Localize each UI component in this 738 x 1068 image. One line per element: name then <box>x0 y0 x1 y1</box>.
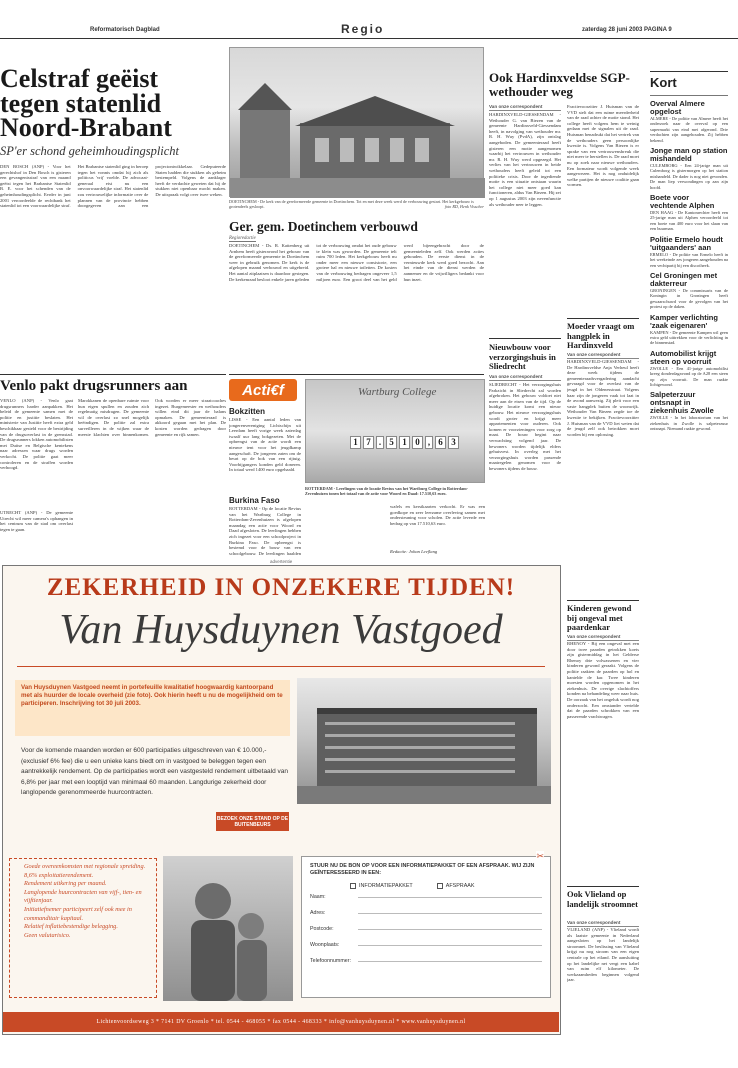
actief-logo <box>229 379 297 401</box>
kort-body: ALMERE - De politie van Almere heeft het onderzoek naar de overval op een supermarkt van eind mei afgerond. Drie verdachten zijn aangehouden. Zij hebben bekend. <box>650 116 728 143</box>
stand-button[interactable] <box>216 812 289 831</box>
divider <box>567 886 639 887</box>
lead-headline: Celstraf geëist tegen statenlid Noord-Brabant <box>0 64 172 142</box>
divider <box>567 318 639 319</box>
cheque-digit: . <box>376 436 384 449</box>
kinderen-byline: Van onze correspondent <box>567 634 639 641</box>
vlieland-headline: Ook Vlieland op landelijk stroomnet <box>567 889 638 909</box>
doetinchem-body: DOETINCHEM - Ds. R. Kattenberg uit Arnhem heeft gisteravond het gebouw van de gereformeerde gemeente in Doetinchem weer in gebruik genomen. De kerk is de afgelopen maand verbouwd en uitgebreid. Het aantal zitplaatsen is daardoor gestegen. De kerkenraad besloot enkele jaren geleden tot de verbouwing omdat het oude gebouw te klein was geworden. De gemeente telt ruim 700 leden. Het kerkgebouw heeft nu onder meer een nieuwe consistorie, een grotere hal en nieuwe toiletten. De kosten van de verbouwing bedragen ongeveer 1,5 miljoen euro. Een groot deel van het geld werd bijeengebracht door de gemeenteleden zelf. Ook werden acties gehouden. De eerste dienst in de vernieuwde kerk werd goed bezocht. Aan het einde van de dienst werden de aannemer en de vrijwilligers bedankt voor hun inzet. <box>229 243 484 282</box>
kinderen-headline: Kinderen gewond bij ongeval met paardenkar <box>567 603 632 632</box>
form-intro: STUUR NU DE BON OP VOOR EEN INFORMATIEPAKKET OF EEN AFSPRAAK. WIJ ZIJN GEÏNTERESSEERD IN EEN: <box>310 863 535 876</box>
moeder-body: HARDINXVELD-GIESSENDAM - De Hardinxveldse Anja Verheul heeft deze week tijdens de gemeenteraadsvergadering aandacht gevraagd voor de overlast van de jeugd in het Oldenesstraat. Volgens haar zijn de jongeren vaak tot laat in de avond aanwezig. Zij pleit voor een vaste hangplek buiten de woonwijk. Wethouder Van Biezen zegde toe de kwestie te bekijken. Fractievoorzitter J. Huisman van de VVD liet weten dat de jeugd zelf ook betrokken moet worden bij een oplossing. <box>567 359 639 437</box>
field-label: Naam: <box>310 894 326 900</box>
sliedrecht-headline: Nieuwbouw voor verzorgingshuis in Sliedrecht <box>489 342 556 371</box>
cheque-digit: 0 <box>412 436 423 449</box>
ad-bullet: Rendement uitkering per maand. <box>24 880 107 888</box>
kort-item <box>650 391 728 431</box>
ad-body: Voor de komende maanden worden er 600 participaties uitgeschreven van € 10.000,- (exclusief 6% fee) die u een unieke kans biedt om in vastgoed te beleggen tegen een aantrekkelijk rendement. Op de participaties wordt een vastgesteld rendement uitbetaald van 6,8% per jaar met een looptijd van minimaal 60 maanden. Langdurige zekerheid door langlopende gerenommeerde huurcontracten. <box>21 747 289 796</box>
cheque-row <box>350 436 459 449</box>
checkbox-icon[interactable] <box>437 883 443 889</box>
church-illustration <box>230 48 485 198</box>
ad-brand-rule <box>17 666 545 667</box>
kort-heading: Boete voor vechtende Alphen <box>650 193 715 211</box>
option-afspraak[interactable] <box>437 883 475 889</box>
drugs-sub-body: UTRECHT (ANP) - De gemeente Utrecht wil meer camera's ophangen in het centrum van de stad om overlast tegen te gaan. <box>0 510 73 532</box>
header-date <box>582 27 672 33</box>
ad-bullet: 8,6% exploitatierendement. <box>24 871 94 879</box>
redactie: Redactie: Johan Leeflang <box>390 549 438 554</box>
cheque-digit: 3 <box>448 436 459 449</box>
kort-heading: Overval Almere opgelost <box>650 99 705 116</box>
scissors-icon: ✂ <box>536 851 544 861</box>
form-row-adres[interactable] <box>310 910 542 916</box>
cheque-digit: 7 <box>363 436 374 449</box>
divider <box>567 600 639 601</box>
field-label: Woonplaats: <box>310 942 340 948</box>
kort-title: Kort <box>650 75 677 90</box>
actief-logo-text: Acti€f <box>242 381 284 399</box>
burkina-body: ROTTERDAM - Op de locatie Revius van het Wartburg College in Rotterdam-Zevenhuizen is afgelopen maandag een actie voor Woord en Daad afgesloten. De leerlingen hebben zich ingezet voor een schoolproject in Burkina Faso. De opbrengst is bestemd voor de bouw van een schoolgebouw. De leerlingen haalden <box>229 506 301 556</box>
page-label: PAGINA <box>644 27 667 33</box>
school-photo <box>305 379 485 483</box>
field-label: Postcode: <box>310 926 334 932</box>
cheque-digit: , <box>425 436 433 449</box>
form-row-postcode[interactable] <box>310 926 542 932</box>
form-options <box>350 883 542 889</box>
bokzitten-heading: Bokzitten <box>229 407 265 416</box>
burkina-heading: Burkina Faso <box>229 496 280 505</box>
form-row-telefoon[interactable] <box>310 958 542 964</box>
sliedrecht-body: SLIEDRECHT - Het verzorgingshuis Parkzicht in Sliedrecht zal worden afgebroken. Het gebouw voldoet niet meer aan de eisen van de tijd. Op de huidige locatie komt een nieuw gebouw. Het nieuwe verzorgingshuis wordt groter en krijgt meer appartementen voor ouderen. Ook komen er voorzieningen voor zorg op maat. De bouw begint naar verwachting volgend jaar. De bewoners worden tijdelijk elders gehuisvest. In overleg met het verzorgingshuis worden passende maatregelen genomen voor de bewoners tijdens de bouw. <box>489 382 561 471</box>
moeder-byline: Van onze correspondent <box>567 352 639 359</box>
church-photo <box>229 47 484 197</box>
family-illustration <box>163 856 293 1001</box>
kort-item <box>650 236 728 268</box>
ad-bullet: Relatief inflatiebestendige belegging. <box>24 923 118 931</box>
kort-heading: Kamper verlichting 'zaak eigenaren' <box>650 312 718 330</box>
banner: Wartburg College <box>358 386 437 398</box>
lead-subhead: SP'er schond geheimhoudingsplicht <box>0 144 180 158</box>
kort-body: KAMPEN - De gemeente Kampen wil geen extra geld uittrekken voor de verlichting in de binnenstad. <box>650 329 728 346</box>
cheque-digit: 1 <box>350 436 361 449</box>
vlieland-byline: Van onze correspondent <box>567 920 639 927</box>
ad-footer-text: Lichtenvoordseweg 3 * 7141 DV Groenlo * tel. 0544 - 468055 * fax 0544 - 468333 * info@vanhuysduynen.nl * www.vanhuysduynen.nl <box>96 1019 466 1025</box>
kort-item <box>650 194 728 232</box>
office-illustration <box>297 678 551 804</box>
option-label: AFSPRAAK <box>445 883 475 889</box>
option-label: INFORMATIEPAKKET <box>359 883 413 889</box>
ad-intro-box <box>15 680 290 736</box>
newspaper-name: Reformatorisch Dagblad <box>90 27 160 33</box>
kort-heading: Automobilist krijgt steen op voorruit <box>650 348 717 366</box>
drugs-body-2: Marokkanen de openbare ruimte voor hun eigen spullen en zouden zich regelmatig misdragen. De gemeente wil de overlast zo snel mogelijk beëindigen. De politie zal extra surveilleren in de wijken waar de meeste klachten over binnenkomen. Ook worden er meer straatcoaches ingezet. Burgemeester en wethouders willen eind dit jaar de balans opmaken. De gemeenteraad is akkoord gegaan met het plan. De kosten worden gedragen door gemeente en rijk samen. <box>78 398 226 437</box>
kort-column <box>650 71 728 1035</box>
option-infopakket[interactable] <box>350 883 413 889</box>
kort-body: DEN HAAG - De Kantonrechter heeft een 25-jarige man uit Alphen veroordeeld tot een boete van 400 euro voor het slaan van een buurman. <box>650 210 728 232</box>
drugs-body: VENLO (ANP) - Venlo gaat drugsrunners harder aanpakken. Het beleid de gemeente samen met de politie en justitie beslaten. Het ministerie van Justitie heeft extra geld beschikbaar gesteld voor de bestrijding van de drugsoverlast in de grensstad. De drugsrunners lokken automobilisten met Duitse en Belgische kentekens naar adressen waar drugs worden verkocht. De politie gaat meer controleren en de straffen worden verhoogd. <box>0 398 73 471</box>
ad-form <box>301 851 551 998</box>
ad-bullet: Goede overeenkomsten met regionale spreiding. <box>24 863 146 870</box>
stand-label: BEZOEK ONZE STAND OP DE BUITENBEURS <box>216 815 289 828</box>
cheque-digit: 6 <box>435 436 446 449</box>
advertisement-label: advertentie <box>270 559 293 564</box>
doetinchem-headline: Ger. gem. Doetinchem verbouwd <box>229 219 418 234</box>
page-number: 9 <box>668 27 672 33</box>
drugs-headline: Venlo pakt drugsrunners aan <box>0 378 188 394</box>
kort-body: CULEMBORG - Een 24-jarige man uit Culemborg is gistermorgen op het station mishandeld. De dader is nog niet gevonden. De man liep verwondingen op aan zijn hoofd. <box>650 163 728 190</box>
ad-bullets <box>9 858 157 998</box>
kort-heading: Politie Ermelo houdt 'uitgaanders' aan <box>650 234 723 252</box>
kort-body: ERMELO - De politie van Ermelo heeft in het weekeinde zes jongeren aangehouden na een vechtpartij bij een discotheek. <box>650 251 728 268</box>
field-label: Adres: <box>310 910 326 916</box>
kort-item <box>650 314 728 346</box>
kort-body: GRONINGEN - De commissaris van de Koningin in Groningen heeft gewaarschuwd voor de gevolgen van het protest op de daken. <box>650 287 728 310</box>
bokzitten-body: LISSE - Een aantal leden van jongerenvereniging Lichtschijn uit Leerdam heeft vorige week zaterdag twaalf uur lang bokgezeten. Met de opbrengst van de actie wordt een nieuwe tent voor het jeugdkamp aangeschaft. De jongeren zaten om de beurt op de bok van een rijtuig. Voorbijgangers konden geld doneren. In totaal werd 1400 euro opgehaald. <box>229 417 301 473</box>
field-line[interactable] <box>358 929 542 930</box>
ad-footer <box>3 1012 559 1032</box>
field-line[interactable] <box>358 961 542 962</box>
photo2-caption: ROTTERDAM - Leerlingen van de locatie Revius van het Wartburg College in Rotterdam-Zevenhuizen tonen het totaal van de actie voor Woord en Daad: 17.510,63 euro. <box>305 486 468 496</box>
ad-bullet: Initiatiefnemer participeert zelf ook mee in commanditair kapitaal. <box>24 905 132 922</box>
ad-intro: Van Huysduynen Vastgoed neemt in portefeuille kwalitatief hoogwaardig kantoorpand met als huurder de locale overheid (zie foto). Ook hierin heeft u nu de mogelijkheid om te participeren. Inschrijving tot 30 juli 2003. <box>21 684 283 707</box>
ad-brand: Van Huysduynen Vastgoed <box>59 607 503 653</box>
field-line[interactable] <box>358 945 542 946</box>
kort-title-box <box>650 71 728 96</box>
kort-body: ZWOLLE - Een 41-jarige automobilist kreeg donderdagavond op de A28 een steen op zijn voorruit. De man raakte lichtgewond. <box>650 365 728 387</box>
divider <box>0 374 226 375</box>
kort-item <box>650 272 728 310</box>
kinderen-body: RHENOY - Bij een ongeval met een door twee paarden getrokken koets zijn gistermiddag in het Gelderse Rhenoy drie volwassenen en vier kinderen gewond geraakt. Volgens de politie raakten de paarden op hol en kantelde de kar. Twee kinderen moesten worden opgenomen in het ziekenhuis. De overige slachtoffers konden na behandeling weer naar huis. De oorzaak van het ongeluk wordt nog onderzocht. Een omstander vertelde dat de paarden schrokken van een passerende vrachtwagen. <box>567 641 639 719</box>
field-line[interactable] <box>358 897 542 898</box>
lead-body: DEN BOSCH (ANP) - Voor het gerechtshof in Den Bosch is gisteren een gevangenisstraf van een maand geëist tegen het Brabantse Statenlid B. E. voor het schenden van de geheimhoudingsplicht. Eerder in juni 2001 veroordeelde de rechtbank het statenlid tot een voorwaardelijke straf. Het Brabantse statenlid ging in beroep tegen het vonnis omdat hij zich als politicus 'vrij' voelde. De advocaat-generaal eist nu een onvoorwaardelijke straf. Het statenlid zou vertrouwelijke informatie over de plannen van de provincie hebben doorgegeven aan een projectontwikkelaar. Gedeputeerde Staten hadden die stukken als geheim bestempeld. Volgens de aanklager heeft de verdachte geweten dat hij de stukken niet openbaar mocht maken. De uitspraak volgt over twee weken. <box>0 164 226 209</box>
page-header <box>0 0 738 38</box>
kort-item <box>650 100 728 143</box>
field-line[interactable] <box>358 913 542 914</box>
divider <box>489 338 561 339</box>
kort-item <box>650 350 728 388</box>
date-text: zaterdag 28 juni 2003 <box>582 27 643 33</box>
ad-bullet: Langlopende huurcontracten van vijf-, tien- en vijftienjaar. <box>24 888 142 905</box>
kort-item <box>650 147 728 190</box>
section-title: Regio <box>341 22 385 36</box>
photo-credit: foto RD, Henk Visscher <box>444 204 484 209</box>
sliedrecht-byline: Van onze correspondent <box>489 374 561 381</box>
hardinxveld-byline: Van onze correspondent <box>489 104 561 111</box>
hardinxveld-body: HARDINXVELD-GIESSENDAM - Wethouder G. van Biezen van de gemeente Hardinxveld-Giessendam heeft, in navolging van wethouder mr. R. H. Wuy (PvdA), zijn ontslag aangeboden. De gemeenteraad heeft gisteren een motie aangenomen waarbij het vertrouwen in wethouder mr. R. H. Wuy werd opgezegd. Het verlies van het vertrouwen in beide wethouders heeft geleid tot een politieke crisis. Door de ingediende motie is een situatie ontstaan waarin het college niet meer goed kan functioneren, aldus Van Biezen. Hij zei op 1 augustus 2003 zijn nevenfunctie als wethouder neer te leggen. <box>489 112 561 207</box>
hardinxveld-body-2: Fractievoorzitter J. Huisman van de VVD stelt dat een ruime meerderheid van de raad achter de motie stond. Het college heeft volgens hem te weinig gedaan met de signalen uit de raad. Huisman benadrukt dat het vertrek van de wethouders geen persoonlijke kwestie is. Volgens Van Biezen is er sprake van een vertrouwensbreuk die niet meer te herstellen is. De raad moet nu op zoek naar nieuwe wethouders. Een formateur wordt volgende week aangewezen. Het is nog onduidelijk welke partijen de nieuwe coalitie gaan vormen. <box>567 104 639 188</box>
ad-frame <box>2 565 561 1035</box>
photo1-caption <box>229 199 484 213</box>
form-row-woonplaats[interactable] <box>310 942 542 948</box>
caption-text: DOETINCHEM - De kerk van de gereformeerde gemeente in Doetinchem. Tot en met deze week werd de verbouwing gestart. Het kerkgebouw is grotendeels gesloopt. <box>229 199 474 209</box>
moeder-headline: Moeder vraagt om hangplek in Hardinxveld <box>567 321 635 350</box>
vlieland-body: VLIELAND (ANP) - Vlieland wordt als laatste gemeente in Nederland aangesloten op het landelijk stroomnet. De beslissing van Vlieland krijgt nu nog stroom van een eigen centrale op het eiland. De aansluiting op het landelijke net vergt een kabel van ruim elf kilometer. De werkzaamheden beginnen volgend jaar. <box>567 927 639 983</box>
ad-bullet: Geen valutarisico. <box>24 931 71 939</box>
divider <box>229 374 484 375</box>
kort-body: ZWOLLE - In het laboratorium van het ziekenhuis in Zwolle is salpeterzuur ontsnapt. Niemand raakte gewond. <box>650 415 728 432</box>
photo2-body: wafels en kerstkaarten verkocht. Er was een goedkope en zeer leerzame overleving samen met ondersteuning voor scholen. De actie leverde een bedrag op van 17.510,63 euro. <box>390 504 485 526</box>
kort-heading: Salpeterzuur ontsnapt in ziekenhuis Zwolle <box>650 390 714 416</box>
kort-heading: Cel Groningen met dakterreur <box>650 270 718 288</box>
cheque-digit: 1 <box>399 436 410 449</box>
ad-banner: ZEKERHEID IN ONZEKERE TIJDEN! <box>46 574 516 601</box>
checkbox-icon[interactable] <box>350 883 356 889</box>
family-photo <box>163 856 293 1001</box>
hardinxveld-headline: Ook Hardinxveldse SGP-wethouder weg <box>489 70 630 99</box>
doetinchem-byline: Regioredactie <box>229 236 256 241</box>
kort-heading: Jonge man op station mishandeld <box>650 146 728 164</box>
field-label: Telefoonnummer: <box>310 958 351 964</box>
office-building-photo <box>297 678 551 804</box>
form-row-naam[interactable] <box>310 894 542 900</box>
header-rule <box>0 38 738 39</box>
cheque-digit: 5 <box>386 436 397 449</box>
